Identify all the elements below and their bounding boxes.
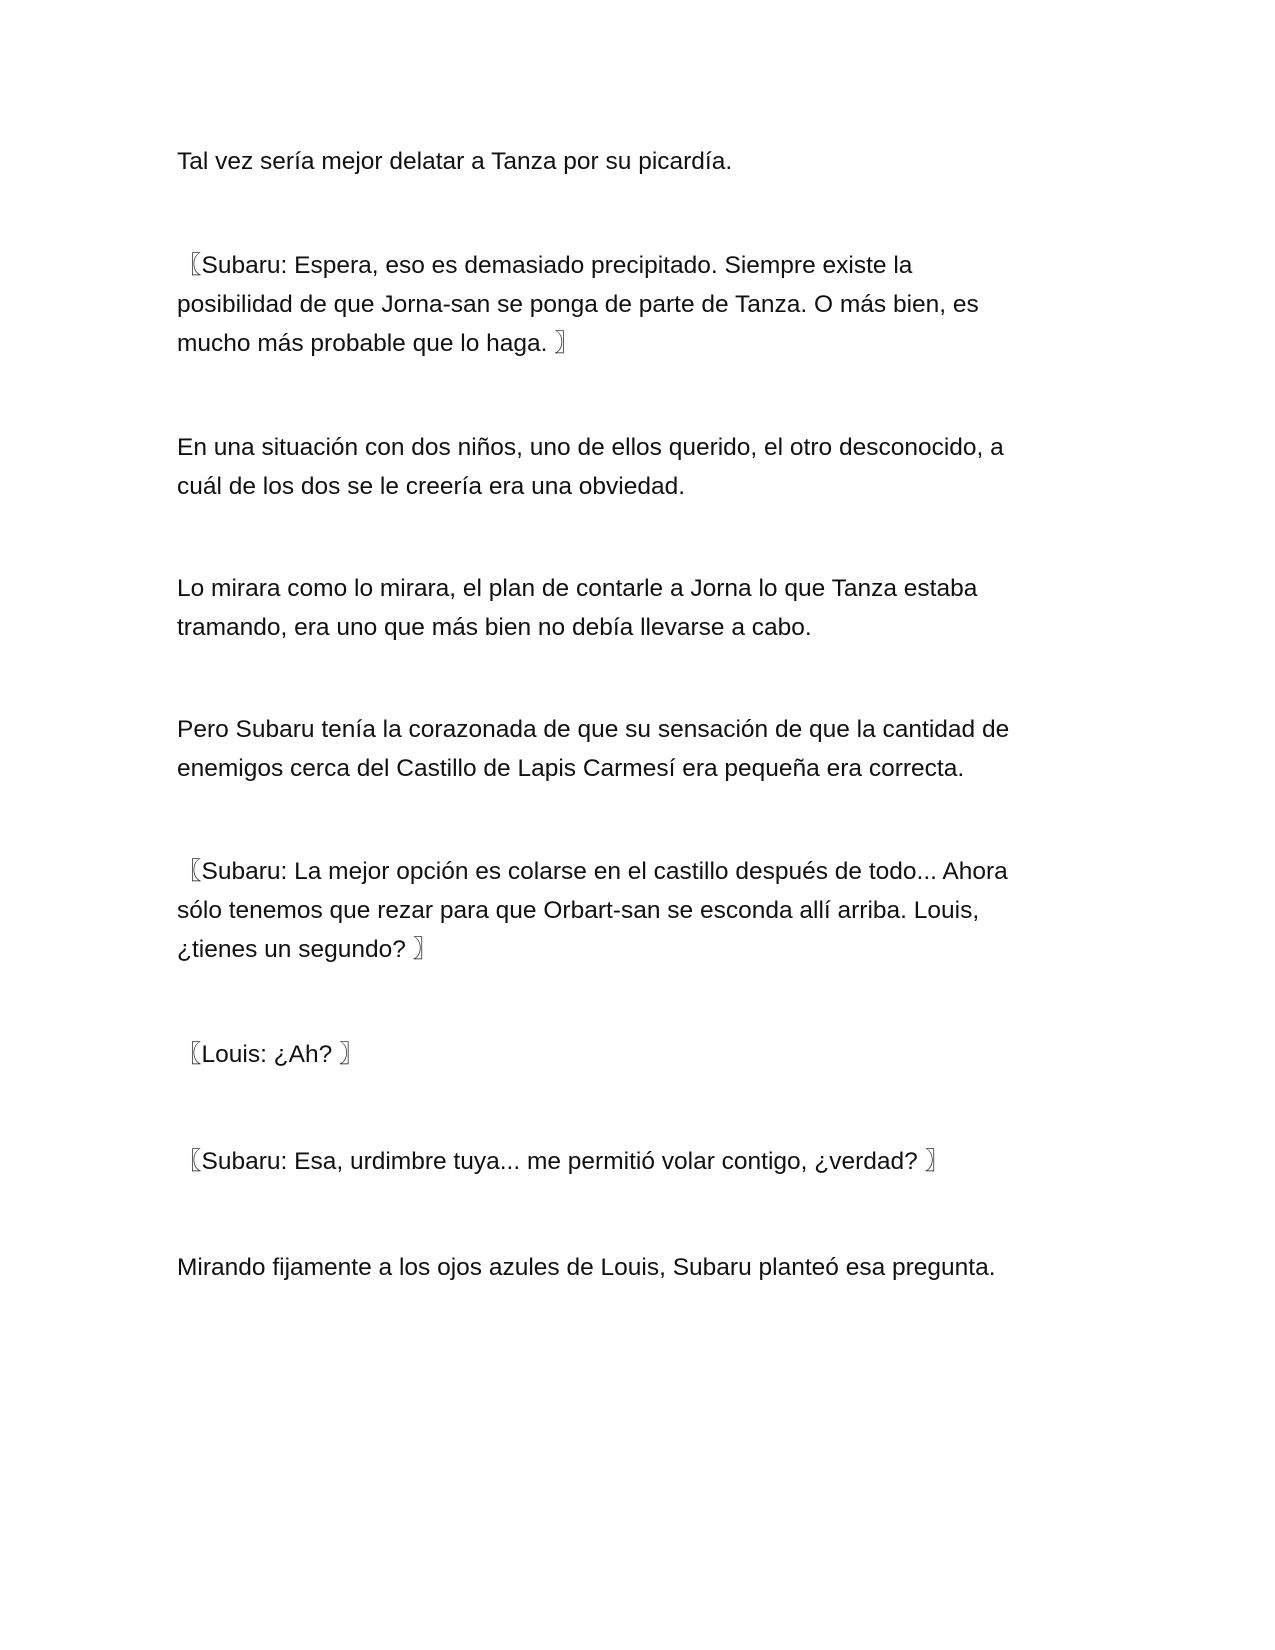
text-line: ¿tienes un segundo? 〗 bbox=[177, 936, 438, 963]
text-line: 〖Subaru: La mejor opción es colarse en el castillo después de todo... Ahora bbox=[177, 858, 1008, 885]
text-line: Lo mirara como lo mirara, el plan de contarle a Jorna lo que Tanza estaba bbox=[177, 575, 978, 602]
paragraph-6-dialogue-subaru bbox=[177, 852, 1097, 969]
text-line: Pero Subaru tenía la corazonada de que su sensación de que la cantidad de bbox=[177, 716, 1010, 743]
text-line: sólo tenemos que rezar para que Orbart-san se esconda allí arriba. Louis, bbox=[177, 897, 980, 924]
paragraph-7-dialogue-louis bbox=[177, 1035, 1097, 1074]
paragraph-2-dialogue-subaru bbox=[177, 246, 1097, 363]
paragraph-1 bbox=[177, 142, 1097, 181]
paragraph-9 bbox=[177, 1248, 1097, 1287]
text-line: Mirando fijamente a los ojos azules de Louis, Subaru planteó esa pregunta. bbox=[177, 1254, 996, 1281]
paragraph-5 bbox=[177, 710, 1097, 788]
paragraph-4 bbox=[177, 569, 1097, 647]
text-line: mucho más probable que lo haga. 〗 bbox=[177, 330, 579, 357]
text-line: 〖Louis: ¿Ah? 〗 bbox=[177, 1041, 364, 1068]
text-line: enemigos cerca del Castillo de Lapis Carmesí era pequeña era correcta. bbox=[177, 755, 965, 782]
text-line: Tal vez sería mejor delatar a Tanza por su picardía. bbox=[177, 148, 733, 175]
text-line: 〖Subaru: Espera, eso es demasiado precipitado. Siempre existe la bbox=[177, 252, 913, 279]
text-line: tramando, era uno que más bien no debía llevarse a cabo. bbox=[177, 614, 812, 641]
paragraph-3 bbox=[177, 428, 1097, 506]
text-line: cuál de los dos se le creería era una obviedad. bbox=[177, 473, 686, 500]
paragraph-8-dialogue-subaru bbox=[177, 1142, 1097, 1181]
text-line: posibilidad de que Jorna-san se ponga de parte de Tanza. O más bien, es bbox=[177, 291, 979, 318]
text-line: En una situación con dos niños, uno de ellos querido, el otro desconocido, a bbox=[177, 434, 1004, 461]
text-line: 〖Subaru: Esa, urdimbre tuya... me permitió volar contigo, ¿verdad? 〗 bbox=[177, 1148, 950, 1175]
